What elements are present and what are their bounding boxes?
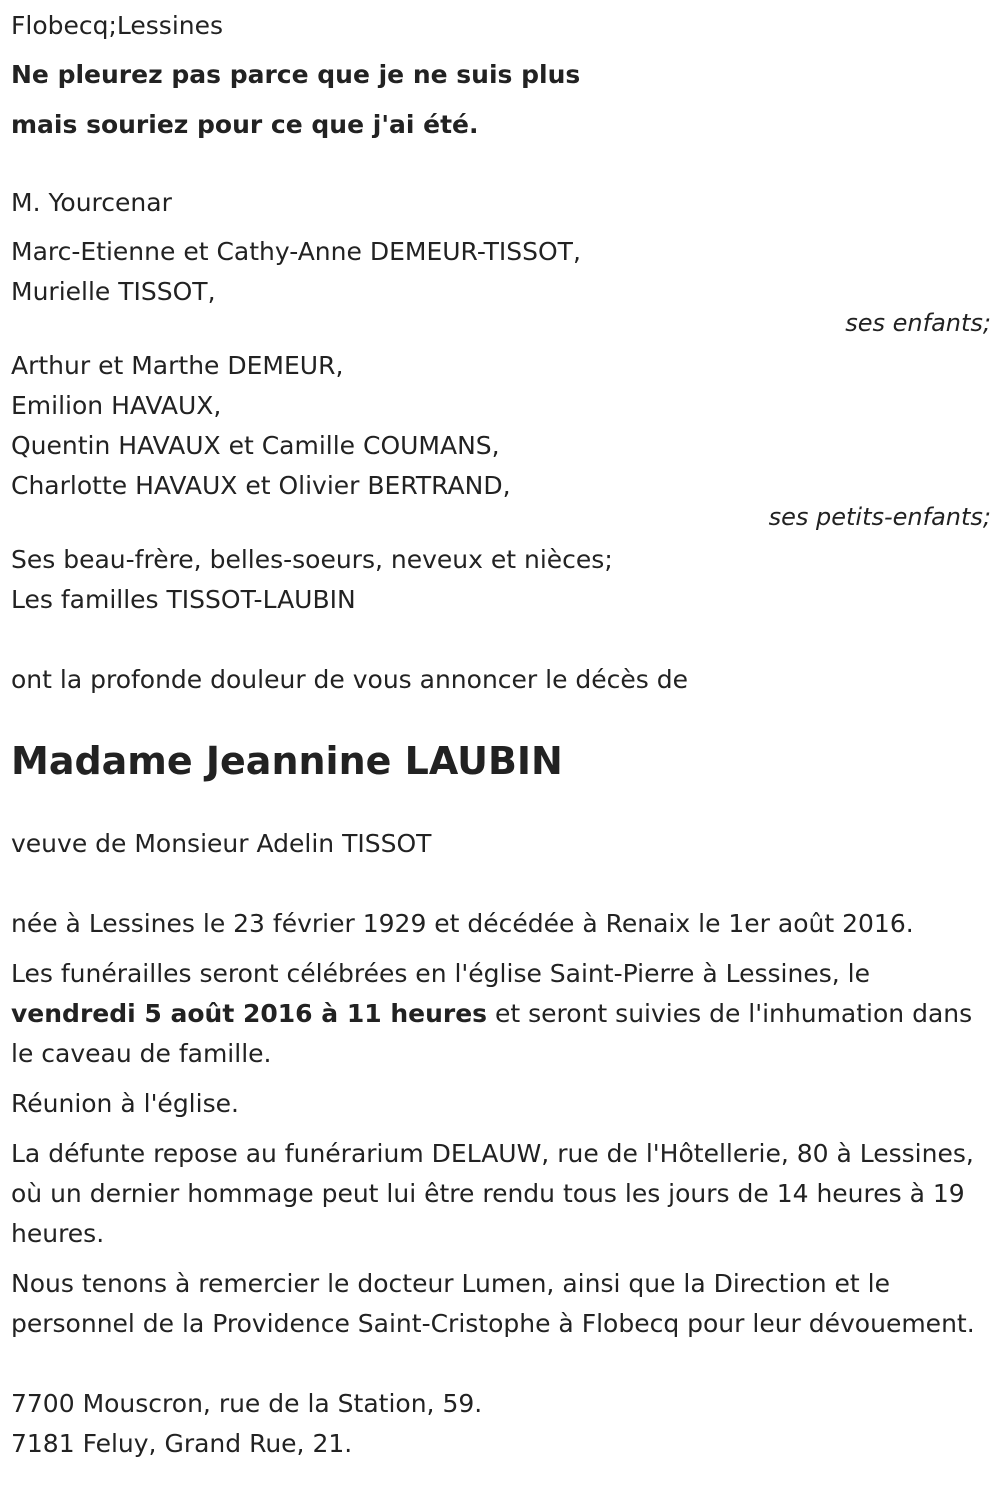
funeral-intro: Les funérailles seront célébrées en l'église Saint-Pierre à Lessines, le [11,959,870,988]
grandchildren-block [11,346,991,530]
children-block [11,232,991,336]
obituary-notice [11,0,991,1464]
grandchild-name: Charlotte HAVAUX et Olivier BERTRAND, [11,471,511,500]
relatives-block [11,540,991,620]
grandchildren-role: ses petits-enfants; [768,503,991,531]
child-name: Murielle TISSOT, [11,277,216,306]
quote-line-2: mais souriez pour ce que j'ai été. [11,110,479,139]
address-line: 7700 Mouscron, rue de la Station, 59. [11,1389,483,1418]
addresses-block [11,1384,991,1464]
grandchild-name: Arthur et Marthe DEMEUR, [11,351,344,380]
child-name: Marc-Etienne et Cathy-Anne DEMEUR-TISSOT, [11,237,581,266]
address-line: 7181 Feluy, Grand Rue, 21. [11,1429,353,1458]
quote-author: M. Yourcenar [11,188,172,217]
thanks-text: Nous tenons à remercier le docteur Lumen, ainsi que la Direction et le personnel de la Providence Saint-Cristophe à Flobecq pour leur dévouement. [11,1269,975,1338]
grandchild-name: Emilion HAVAUX, [11,391,222,420]
deceased-name: Madame Jeannine LAUBIN [11,739,563,783]
funeral-details [11,954,991,1074]
relatives-line: Les familles TISSOT-LAUBIN [11,585,356,614]
grandchild-name: Quentin HAVAUX et Camille COUMANS, [11,431,500,460]
rest-place-text: La défunte repose au funérarium DELAUW, rue de l'Hôtellerie, 80 à Lessines, où un dernier hommage peut lui être rendu tous les jours de 14 heures à 19 heures. [11,1139,974,1248]
birth-death-dates: née à Lessines le 23 février 1929 et décédée à Renaix le 1er août 2016. [11,909,914,938]
quote-line-1: Ne pleurez pas parce que je ne suis plus [11,60,581,89]
location-header: Flobecq;Lessines [11,11,224,40]
relatives-line: Ses beau-frère, belles-soeurs, neveux et nièces; [11,545,613,574]
widow-of: veuve de Monsieur Adelin TISSOT [11,829,432,858]
meeting-text: Réunion à l'église. [11,1089,239,1118]
funeral-rest: et seront suivies de l'inhumation dans le caveau de famille. [11,999,973,1068]
children-role: ses enfants; [845,309,991,337]
announcement-text: ont la profonde douleur de vous annoncer le décès de [11,665,689,694]
funeral-date: vendredi 5 août 2016 à 11 heures [11,999,488,1028]
